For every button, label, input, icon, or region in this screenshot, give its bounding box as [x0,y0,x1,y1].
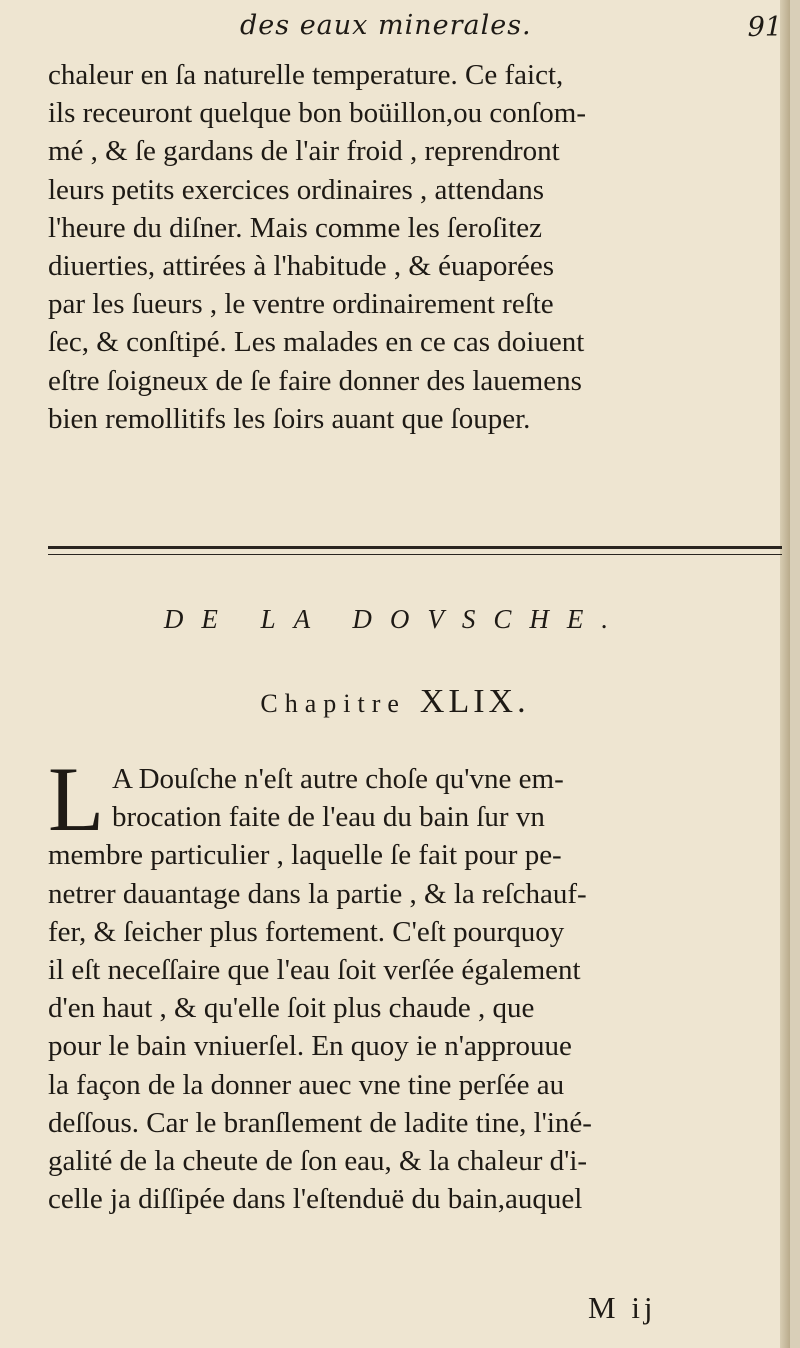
drop-cap: L [48,748,105,850]
text-line: deſſous. Car le branſlement de ladite tine, l'iné- [48,1106,592,1139]
text-line: membre particulier , laquelle ſe fait pour pe- [48,839,562,872]
section-divider [48,546,782,555]
signature-mark: M ij [588,1290,657,1325]
paragraph-2 [48,748,782,1218]
text-line: bien remollitifs les ſoirs auant que ſouper. [48,402,531,435]
chapter-heading [0,683,790,721]
running-head: des eaux minerales. [240,10,532,41]
text-line: galité de la cheute de ſon eau, & la chaleur d'i- [48,1145,588,1178]
page-header [0,10,790,50]
text-line: chaleur en ſa naturelle temperature. Ce faict, [48,59,564,91]
text-line: diuerties, attirées à l'habitude , & éuaporées [48,250,555,283]
text-line: brocation faite de l'eau du bain ſur vn [112,801,545,834]
text-line: il eſt neceſſaire que l'eau ſoit verſée également [48,954,581,987]
section-title: DE LA DOVSCHE. [163,604,627,634]
text-line: fer, & ſeicher plus fortement. C'eſt pourquoy [48,915,565,948]
text-line: netrer dauantage dans la partie , & la reſchauf- [48,877,587,910]
text-line: A Douſche n'eſt autre choſe qu'vne em- [112,763,564,795]
paragraph-1 [48,56,782,438]
text-line: mé , & ſe gardans de l'air froid , reprendront [48,135,560,168]
text-line: pour le bain vniuerſel. En quoy ie n'approuue [48,1030,572,1063]
text-line: celle ja diſſipée dans l'eſtenduë du bain,auquel [48,1183,583,1216]
chapter-label: Chapitre [260,689,406,718]
text-line: d'en haut , & qu'elle ſoit plus chaude , que [48,992,535,1025]
text-line: la façon de la donner auec vne tine perſée au [48,1068,565,1101]
page-number: 91 [747,12,782,43]
text-line: ſec, & conſtipé. Les malades en ce cas doiuent [48,326,585,359]
text-line: ils receuront quelque bon boüillon,ou conſom- [48,97,587,130]
text-line: leurs petits exercices ordinaires , attendans [48,173,545,206]
text-line: par les ſueurs , le ventre ordinairement reſte [48,288,554,321]
chapter-number: XLIX. [419,683,530,720]
text-line: l'heure du diſner. Mais comme les ſeroſitez [48,211,543,244]
text-line: eſtre ſoigneux de ſe faire donner des lauemens [48,364,582,397]
